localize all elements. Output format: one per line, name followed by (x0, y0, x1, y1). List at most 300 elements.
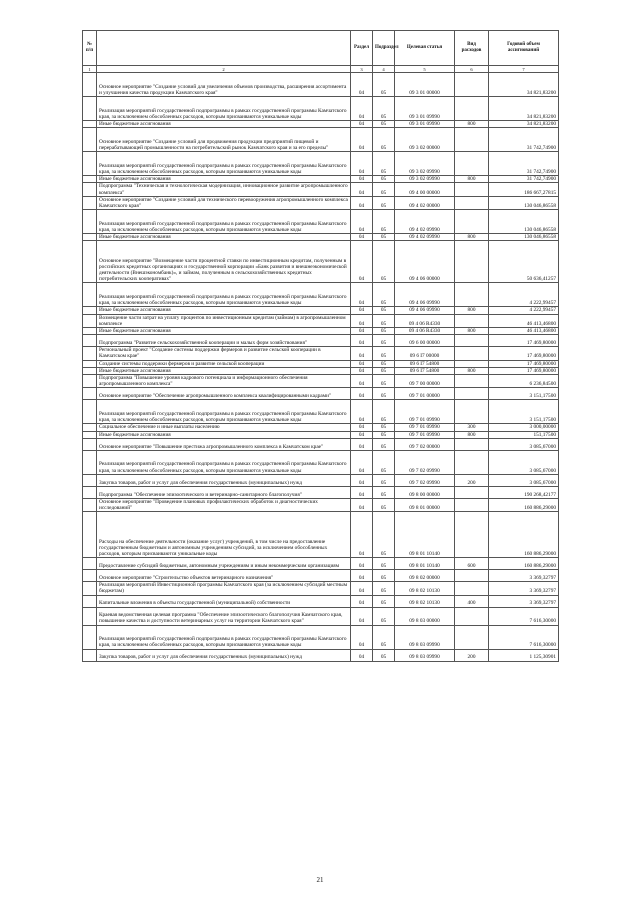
cell-name: Реализация мероприятий государственной подпрограммы в рамках государственной программы Камчатского края, за исключением обособленных расходов, которым присваиваются уникальные коды (97, 283, 351, 307)
cell-target: 09 8 01 00000 (395, 498, 455, 511)
cell-num (83, 375, 97, 388)
cell-num (83, 128, 97, 152)
cell-vid (455, 283, 489, 307)
header-razdel: Раздел (351, 31, 373, 66)
cell-amount: 160 886,29000 (489, 512, 559, 558)
cell-num (83, 498, 97, 511)
cell-vid (455, 498, 489, 511)
cell-num (83, 241, 97, 283)
cell-razdel: 04 (351, 152, 373, 176)
table-row (83, 625, 559, 649)
cell-razdel: 04 (351, 360, 373, 367)
cell-name: Иные бюджетные ассигнования (97, 328, 351, 335)
cell-podrazdel: 05 (373, 210, 395, 234)
cell-vid: 200 (455, 474, 489, 486)
cell-podrazdel: 05 (373, 328, 395, 335)
cell-razdel: 04 (351, 196, 373, 209)
cell-razdel: 04 (351, 241, 373, 283)
cell-vid (455, 512, 489, 558)
cell-amount: 34 821,83200 (489, 97, 559, 121)
cell-num (83, 431, 97, 438)
cell-razdel: 04 (351, 649, 373, 661)
cell-razdel: 04 (351, 498, 373, 511)
cell-name: Создание системы поддержки фермеров и развитие сельской кооперации (97, 360, 351, 367)
cell-podrazdel: 05 (373, 595, 395, 607)
table-row (83, 474, 559, 486)
cell-podrazdel: 05 (373, 314, 395, 327)
cell-podrazdel: 05 (373, 388, 395, 400)
table-header-row (83, 31, 559, 66)
cell-amount: 3 085,67000 (489, 438, 559, 450)
cell-target: 09 7 02 09990 (395, 450, 455, 474)
cell-podrazdel: 05 (373, 196, 395, 209)
cell-name: Региональный проект "Создание системы поддержки фермеров и развитие сельской кооперации в Камчатском крае" (97, 347, 351, 360)
colnum-7: 7 (489, 66, 559, 73)
cell-razdel: 04 (351, 486, 373, 498)
table-row (83, 438, 559, 450)
header-podrazdel: Подраздел (373, 31, 395, 66)
document-page (82, 30, 558, 662)
cell-name: Основное мероприятие "Обеспечение агропромышленного комплекса квалифицированными кадрами" (97, 388, 351, 400)
cell-num (83, 234, 97, 241)
cell-razdel: 04 (351, 570, 373, 582)
cell-amount: 130 046,86558 (489, 196, 559, 209)
cell-num (83, 121, 97, 128)
cell-name: Подпрограмма "Обеспечение эпизоотического и ветеринарно-санитарного благополучия" (97, 486, 351, 498)
cell-name: Подпрограмма "Развитие сельскохозяйственной кооперации и малых форм хозяйствования" (97, 335, 351, 347)
cell-amount: 7 616,30000 (489, 607, 559, 625)
cell-amount: 4 222,99457 (489, 283, 559, 307)
cell-vid (455, 241, 489, 283)
cell-amount: 7 616,30000 (489, 625, 559, 649)
cell-target: 09 7 01 00000 (395, 388, 455, 400)
cell-amount: 1 125,30901 (489, 649, 559, 661)
cell-amount: 31 742,74900 (489, 176, 559, 183)
cell-razdel: 04 (351, 400, 373, 424)
cell-num (83, 438, 97, 450)
cell-num (83, 512, 97, 558)
table-row (83, 328, 559, 335)
table-row (83, 595, 559, 607)
cell-name: Капитальные вложения в объекты государственной (муниципальной) собственности (97, 595, 351, 607)
cell-target: 09 4 00 00000 (395, 183, 455, 196)
table-row (83, 424, 559, 431)
cell-amount: 46 413,46800 (489, 328, 559, 335)
cell-razdel: 04 (351, 97, 373, 121)
header-vid: Вид расходов (455, 31, 489, 66)
cell-amount: 190 268,42177 (489, 486, 559, 498)
cell-num (83, 558, 97, 570)
cell-target: 09 8 00 00000 (395, 486, 455, 498)
cell-target: 09 4 06 09990 (395, 307, 455, 314)
colnum-2: 2 (97, 66, 351, 73)
cell-podrazdel: 05 (373, 97, 395, 121)
cell-vid (455, 183, 489, 196)
cell-name: Основное мероприятие "Повышение престижа агропромышленного комплекса в Камчатском крае" (97, 438, 351, 450)
cell-razdel: 04 (351, 607, 373, 625)
cell-target: 09 4 02 00000 (395, 196, 455, 209)
table-row (83, 314, 559, 327)
cell-num (83, 73, 97, 97)
cell-podrazdel: 05 (373, 570, 395, 582)
cell-name: Основное мероприятие "Возмещение части процентной ставки по инвестиционным кредитам, полученным в российских кредитных организациях и государственной корпорации «Банк развития и внешнеэкономической деятельности (Внешэкономбанк)», и займам, полученным в сельскохозяйственных кредитных потребительских кооперативах" (97, 241, 351, 283)
table-row (83, 375, 559, 388)
cell-target: 09 6 I7 54800 (395, 360, 455, 367)
cell-amount: 3 369,32797 (489, 595, 559, 607)
header-amount: Годовой объем ассигнований (489, 31, 559, 66)
cell-name: Реализация мероприятий государственной подпрограммы в рамках государственной программы Камчатского края, за исключением обособленных расходов, которым присваиваются уникальные коды (97, 450, 351, 474)
cell-target: 09 8 03 00000 (395, 607, 455, 625)
cell-amount: 130 046,86558 (489, 210, 559, 234)
table-body (83, 73, 559, 662)
table-row (83, 558, 559, 570)
cell-target: 09 8 01 10140 (395, 558, 455, 570)
cell-name: Основное мероприятие "Создание условий для увеличения объемов производства, расширения ассортимента и улучшения качества продукции Камчатского края" (97, 73, 351, 97)
table-row (83, 388, 559, 400)
cell-podrazdel: 05 (373, 438, 395, 450)
cell-amount: 4 222,99457 (489, 307, 559, 314)
cell-razdel: 04 (351, 183, 373, 196)
cell-vid (455, 375, 489, 388)
cell-razdel: 04 (351, 625, 373, 649)
cell-target: 09 7 01 09990 (395, 431, 455, 438)
cell-target: 09 7 02 00000 (395, 438, 455, 450)
cell-amount: 34 821,83200 (489, 73, 559, 97)
cell-name: Расходы на обеспечение деятельности (оказание услуг) учреждений, в том числе на предоставление государственным бюджетным и автономным учреждениям субсидий, за исключением обособленных расходов, которым присваиваются уникальные коды (97, 512, 351, 558)
cell-amount: 6 236,84500 (489, 375, 559, 388)
cell-amount: 17 469,80000 (489, 367, 559, 374)
cell-num (83, 367, 97, 374)
cell-num (83, 210, 97, 234)
cell-razdel: 04 (351, 121, 373, 128)
table-row (83, 360, 559, 367)
colnum-5: 5 (395, 66, 455, 73)
cell-target: 09 8 03 09990 (395, 649, 455, 661)
table-row (83, 335, 559, 347)
cell-target: 09 3 01 09990 (395, 121, 455, 128)
cell-podrazdel: 05 (373, 375, 395, 388)
cell-podrazdel: 05 (373, 128, 395, 152)
cell-podrazdel: 05 (373, 400, 395, 424)
cell-vid: 800 (455, 367, 489, 374)
cell-razdel: 04 (351, 424, 373, 431)
colnum-4: 4 (373, 66, 395, 73)
cell-vid (455, 152, 489, 176)
table-row (83, 347, 559, 360)
cell-podrazdel: 05 (373, 234, 395, 241)
cell-podrazdel: 05 (373, 73, 395, 97)
cell-vid (455, 388, 489, 400)
cell-name: Основное мероприятие "Строительство объектов ветеринарного назначения" (97, 570, 351, 582)
cell-podrazdel: 05 (373, 498, 395, 511)
cell-amount: 186 667,27815 (489, 183, 559, 196)
cell-razdel: 04 (351, 283, 373, 307)
cell-vid (455, 438, 489, 450)
cell-amount: 17 469,80000 (489, 347, 559, 360)
cell-amount: 31 742,74900 (489, 152, 559, 176)
table-row (83, 367, 559, 374)
cell-vid: 800 (455, 234, 489, 241)
cell-target: 09 4 06 00000 (395, 241, 455, 283)
cell-num (83, 450, 97, 474)
cell-num (83, 183, 97, 196)
cell-razdel: 04 (351, 73, 373, 97)
cell-vid: 800 (455, 307, 489, 314)
table-row (83, 234, 559, 241)
cell-name: Возмещение части затрат на уплату процентов по инвестиционным кредитам (займам) в агропромышленном комплексе (97, 314, 351, 327)
cell-podrazdel: 05 (373, 558, 395, 570)
cell-razdel: 04 (351, 234, 373, 241)
cell-podrazdel: 05 (373, 121, 395, 128)
cell-name: Реализация мероприятий государственной подпрограммы в рамках государственной программы Камчатского края, за исключением обособленных расходов, которым присваиваются уникальные коды (97, 210, 351, 234)
cell-target: 09 8 03 09990 (395, 625, 455, 649)
cell-num (83, 328, 97, 335)
cell-num (83, 474, 97, 486)
cell-num (83, 360, 97, 367)
cell-amount: 3 369,32797 (489, 582, 559, 595)
cell-razdel: 04 (351, 307, 373, 314)
table-row (83, 97, 559, 121)
cell-vid: 800 (455, 328, 489, 335)
cell-amount: 160 886,29000 (489, 498, 559, 511)
header-name (97, 31, 351, 66)
cell-vid: 600 (455, 558, 489, 570)
cell-vid: 300 (455, 424, 489, 431)
page-number: 21 (316, 876, 324, 884)
cell-vid (455, 582, 489, 595)
cell-razdel: 04 (351, 347, 373, 360)
cell-target: 09 7 01 09990 (395, 400, 455, 424)
cell-num (83, 347, 97, 360)
cell-name: Иные бюджетные ассигнования (97, 307, 351, 314)
cell-vid (455, 625, 489, 649)
table-row (83, 307, 559, 314)
cell-razdel: 04 (351, 328, 373, 335)
cell-razdel: 04 (351, 438, 373, 450)
cell-target: 09 8 02 10130 (395, 582, 455, 595)
cell-name: Закупка товаров, работ и услуг для обеспечения государственных (муниципальных) нужд (97, 649, 351, 661)
cell-vid: 800 (455, 176, 489, 183)
cell-amount: 3 151,17500 (489, 400, 559, 424)
cell-amount: 3 000,00000 (489, 424, 559, 431)
cell-target: 09 8 02 10130 (395, 595, 455, 607)
cell-amount: 3 085,67000 (489, 474, 559, 486)
cell-podrazdel: 05 (373, 431, 395, 438)
cell-name: Реализация мероприятий государственной подпрограммы в рамках государственной программы Камчатского края, за исключением обособленных расходов, которым присваиваются уникальные коды (97, 625, 351, 649)
table-row (83, 128, 559, 152)
cell-vid (455, 570, 489, 582)
cell-podrazdel: 05 (373, 367, 395, 374)
cell-num (83, 570, 97, 582)
cell-vid (455, 400, 489, 424)
cell-target: 09 4 02 09990 (395, 234, 455, 241)
cell-vid (455, 73, 489, 97)
cell-name: Основное мероприятие "Создание условий для продвижения продукции предприятий пищевой и перерабатывающей промышленности на потребительский рынок Камчатского края и за его пределы" (97, 128, 351, 152)
cell-razdel: 04 (351, 176, 373, 183)
cell-razdel: 04 (351, 388, 373, 400)
cell-target: 09 7 02 09990 (395, 474, 455, 486)
table-row (83, 152, 559, 176)
cell-razdel: 04 (351, 375, 373, 388)
cell-razdel: 04 (351, 474, 373, 486)
cell-num (83, 196, 97, 209)
cell-vid (455, 128, 489, 152)
cell-name: Реализация мероприятий государственной подпрограммы в рамках государственной программы Камчатского края, за исключением обособленных расходов, которым присваиваются уникальные коды (97, 400, 351, 424)
cell-razdel: 04 (351, 335, 373, 347)
cell-vid (455, 486, 489, 498)
cell-num (83, 582, 97, 595)
cell-podrazdel: 05 (373, 424, 395, 431)
cell-podrazdel: 05 (373, 474, 395, 486)
cell-podrazdel: 05 (373, 625, 395, 649)
cell-num (83, 97, 97, 121)
cell-name: Иные бюджетные ассигнования (97, 234, 351, 241)
cell-num (83, 424, 97, 431)
cell-num (83, 307, 97, 314)
cell-name: Краевая ведомственная целевая программа "Обеспечение эпизоотического благополучия Камчатского края, повышение качества и доступности ветеринарных услуг на территории Камчатского края" (97, 607, 351, 625)
cell-amount: 3 085,67000 (489, 450, 559, 474)
cell-amount: 160 886,29000 (489, 558, 559, 570)
cell-razdel: 04 (351, 512, 373, 558)
cell-num (83, 176, 97, 183)
table-row (83, 400, 559, 424)
colnum-1: 1 (83, 66, 97, 73)
cell-num (83, 314, 97, 327)
cell-vid (455, 314, 489, 327)
cell-vid: 800 (455, 431, 489, 438)
cell-name: Реализация мероприятий государственной подпрограммы в рамках государственной программы Камчатского края, за исключением обособленных расходов, которым присваиваются уникальные коды (97, 97, 351, 121)
cell-target: 09 3 01 00000 (395, 73, 455, 97)
table-row (83, 498, 559, 511)
cell-podrazdel: 05 (373, 360, 395, 367)
cell-amount: 17 469,80000 (489, 360, 559, 367)
cell-name: Иные бюджетные ассигнования (97, 121, 351, 128)
cell-vid (455, 347, 489, 360)
cell-name: Подпрограмма "Техническая и технологическая модернизация, инновационное развитие агропромышленного комплекса" (97, 183, 351, 196)
cell-target: 09 4 06 09990 (395, 283, 455, 307)
cell-num (83, 335, 97, 347)
cell-target: 09 4 02 09990 (395, 210, 455, 234)
table-row (83, 73, 559, 97)
cell-razdel: 04 (351, 450, 373, 474)
cell-razdel: 04 (351, 582, 373, 595)
cell-vid (455, 335, 489, 347)
cell-num (83, 486, 97, 498)
cell-vid (455, 210, 489, 234)
cell-name: Основное мероприятие "Проведение плановых профилактических обработок и диагностических исследований" (97, 498, 351, 511)
cell-num (83, 283, 97, 307)
cell-target: 09 3 02 09990 (395, 176, 455, 183)
cell-num (83, 388, 97, 400)
cell-name: Закупка товаров, работ и услуг для обеспечения государственных (муниципальных) нужд (97, 474, 351, 486)
cell-num (83, 152, 97, 176)
table-row (83, 431, 559, 438)
cell-target: 09 7 01 09990 (395, 424, 455, 431)
table-row (83, 450, 559, 474)
cell-vid (455, 450, 489, 474)
cell-razdel: 04 (351, 128, 373, 152)
cell-name: Иные бюджетные ассигнования (97, 367, 351, 374)
cell-podrazdel: 05 (373, 183, 395, 196)
cell-podrazdel: 05 (373, 176, 395, 183)
cell-podrazdel: 05 (373, 152, 395, 176)
header-num: № п/п (83, 31, 97, 66)
table-row (83, 649, 559, 661)
cell-vid: 400 (455, 595, 489, 607)
cell-vid: 200 (455, 649, 489, 661)
cell-podrazdel: 05 (373, 486, 395, 498)
cell-amount: 34 821,83200 (489, 121, 559, 128)
cell-num (83, 649, 97, 661)
cell-podrazdel: 05 (373, 335, 395, 347)
table-row (83, 183, 559, 196)
cell-amount: 3 369,32797 (489, 570, 559, 582)
cell-name: Предоставление субсидий бюджетным, автономным учреждениям и иным некоммерческим организациям (97, 558, 351, 570)
cell-podrazdel: 05 (373, 283, 395, 307)
cell-num (83, 400, 97, 424)
cell-razdel: 04 (351, 595, 373, 607)
table-row (83, 582, 559, 595)
cell-razdel: 04 (351, 314, 373, 327)
cell-amount: 46 413,46800 (489, 314, 559, 327)
budget-table (82, 30, 559, 662)
cell-amount: 50 636,41257 (489, 241, 559, 283)
cell-target: 09 6 I7 54800 (395, 367, 455, 374)
cell-amount: 3 151,17500 (489, 388, 559, 400)
cell-target: 09 4 06 R4330 (395, 328, 455, 335)
colnum-3: 3 (351, 66, 373, 73)
cell-amount: 17 469,80000 (489, 335, 559, 347)
cell-amount: 130 046,86558 (489, 234, 559, 241)
cell-amount: 31 742,74900 (489, 128, 559, 152)
cell-num (83, 607, 97, 625)
cell-razdel: 04 (351, 558, 373, 570)
cell-vid: 800 (455, 121, 489, 128)
cell-podrazdel: 05 (373, 241, 395, 283)
cell-name: Социальное обеспечение и иные выплаты населению (97, 424, 351, 431)
colnum-6: 6 (455, 66, 489, 73)
cell-podrazdel: 05 (373, 347, 395, 360)
table-row (83, 121, 559, 128)
table-row (83, 196, 559, 209)
table-row (83, 241, 559, 283)
cell-name: Реализация мероприятий Инвестиционной программы Камчатского края (за исключением субсидий местным бюджетам) (97, 582, 351, 595)
cell-target: 09 6 I7 00000 (395, 347, 455, 360)
cell-target: 09 8 01 10140 (395, 512, 455, 558)
cell-vid (455, 97, 489, 121)
cell-podrazdel: 05 (373, 582, 395, 595)
cell-vid (455, 607, 489, 625)
cell-target: 09 3 02 00000 (395, 128, 455, 152)
column-numbers-row (83, 66, 559, 73)
cell-target: 09 3 01 09990 (395, 97, 455, 121)
cell-razdel: 04 (351, 431, 373, 438)
table-row (83, 176, 559, 183)
cell-podrazdel: 05 (373, 512, 395, 558)
cell-target: 09 8 02 00000 (395, 570, 455, 582)
cell-name: Иные бюджетные ассигнования (97, 431, 351, 438)
cell-razdel: 04 (351, 367, 373, 374)
cell-target: 09 7 00 00000 (395, 375, 455, 388)
cell-name: Подпрограмма "Повышение уровня кадрового потенциала и информационного обеспечения агропромышленного комплекса" (97, 375, 351, 388)
cell-name: Реализация мероприятий государственной подпрограммы в рамках государственной программы Камчатского края, за исключением обособленных расходов, которым присваиваются уникальные коды (97, 152, 351, 176)
table-row (83, 283, 559, 307)
cell-target: 09 3 02 09990 (395, 152, 455, 176)
table-row (83, 210, 559, 234)
cell-amount: 151,17500 (489, 431, 559, 438)
cell-podrazdel: 05 (373, 649, 395, 661)
cell-podrazdel: 05 (373, 607, 395, 625)
